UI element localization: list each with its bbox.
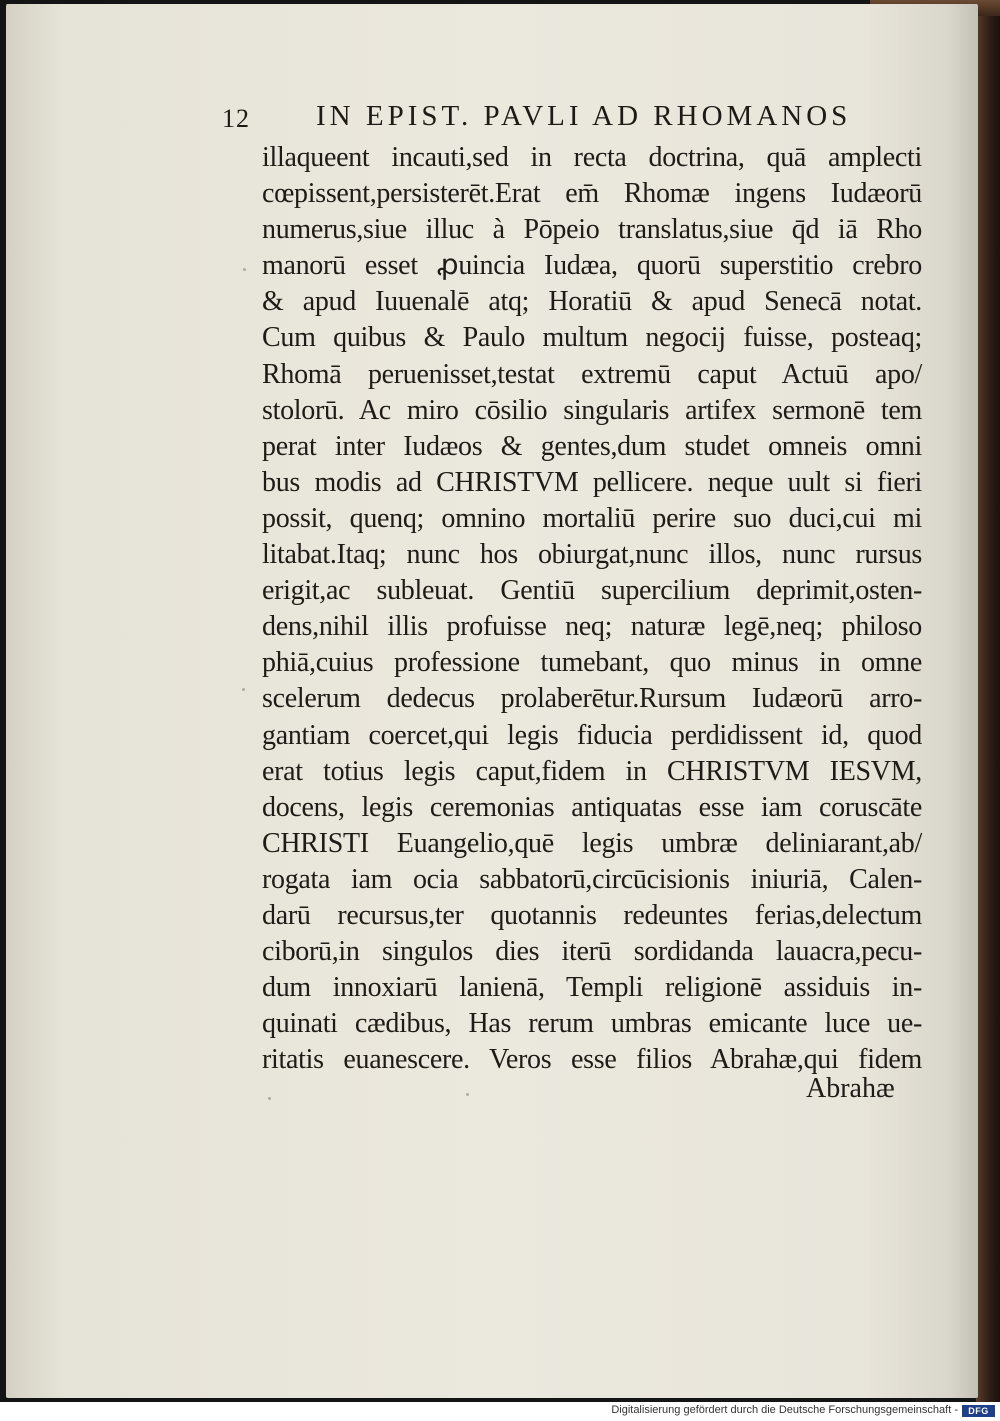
paper-speck [242, 688, 245, 691]
text-line: quinati cædibus, Has rerum umbras emicante luce ue- [262, 1008, 922, 1040]
paper-speck [268, 1097, 271, 1100]
paper-speck [243, 268, 246, 271]
text-line: possit, quenq; omnino mortaliū perire suo duci,cui mi [262, 502, 922, 534]
book-edge [976, 0, 1000, 1402]
text-line: phiā,cuius professione tumebant, quo minus in omne [262, 647, 922, 679]
text-line: ciborū,in singulos dies iterū sordidanda lauacra,pecu- [262, 936, 922, 968]
text-line: scelerum dedecus prolaberētur.Rursum Iudæorū arro- [262, 683, 922, 715]
text-line: manorū esset ꝓuincia Iudæa, quorū superstitio crebro [262, 250, 922, 282]
text-line: perat inter Iudæos & gentes,dum studet omneis omni [262, 430, 922, 462]
text-line: illaqueent incauti,sed in recta doctrina, quā amplecti [262, 142, 922, 173]
running-head: IN EPIST. PAVLI AD RHOMANOS [316, 100, 852, 132]
text-line: dens,nihil illis profuisse neq; naturæ legē,neq; philoso [262, 611, 922, 643]
dfg-logo[interactable]: DFG [962, 1405, 995, 1417]
text-block [262, 140, 922, 1078]
text-line: erigit,ac subleuat. Gentiū supercilium deprimit,osten- [262, 575, 922, 607]
paper-speck [466, 1093, 469, 1096]
text-line: Rhomā peruenisset,testat extremū caput Actuū apo/ [262, 358, 922, 390]
text-line: numerus,siue illuc à Pōpeio translatus,siue q̄d iā Rho [262, 214, 922, 246]
text-line: litabat.Itaq; nunc hos obiurgat,nunc illos, nunc rursus [262, 539, 922, 571]
catchword: Abrahæ [806, 1073, 895, 1104]
text-line: CHRISTI Euangelio,quē legis umbræ deliniarant,ab/ [262, 827, 922, 859]
funding-credit: Digitalisierung gefördert durch die Deutsche Forschungsgemeinschaft - [611, 1404, 958, 1416]
text-line: & apud Iuuenalē atq; Horatiū & apud Senecā notat. [262, 286, 922, 318]
text-line: dum innoxiarū lanienā, Templi religionē assiduis in- [262, 972, 922, 1004]
page-number: 12 [222, 104, 250, 133]
text-line: ritatis euanescere. Veros esse filios Abrahæ,qui fidem [262, 1044, 922, 1076]
text-line: bus modis ad CHRISTVM pellicere. neque uult si fieri [262, 466, 922, 498]
text-line: cœpissent,persisterēt.Erat em̄ Rhomæ ingens Iudæorū [262, 178, 922, 210]
text-line: Cum quibus & Paulo multum negocij fuisse, posteaq; [262, 322, 922, 354]
text-line: gantiam coercet,qui legis fiducia perdidissent id, quod [262, 719, 922, 751]
text-line: erat totius legis caput,fidem in CHRISTVM IESVM, [262, 755, 922, 787]
text-line: stolorū. Ac miro cōsilio singularis artifex sermonē tem [262, 394, 922, 426]
text-line: docens, legis ceremonias antiquatas esse iam coruscāte [262, 791, 922, 823]
text-line: rogata iam ocia sabbatorū,circūcisionis iniuriā, Calen- [262, 863, 922, 895]
text-line: darū recursus,ter quotannis redeuntes ferias,delectum [262, 899, 922, 931]
